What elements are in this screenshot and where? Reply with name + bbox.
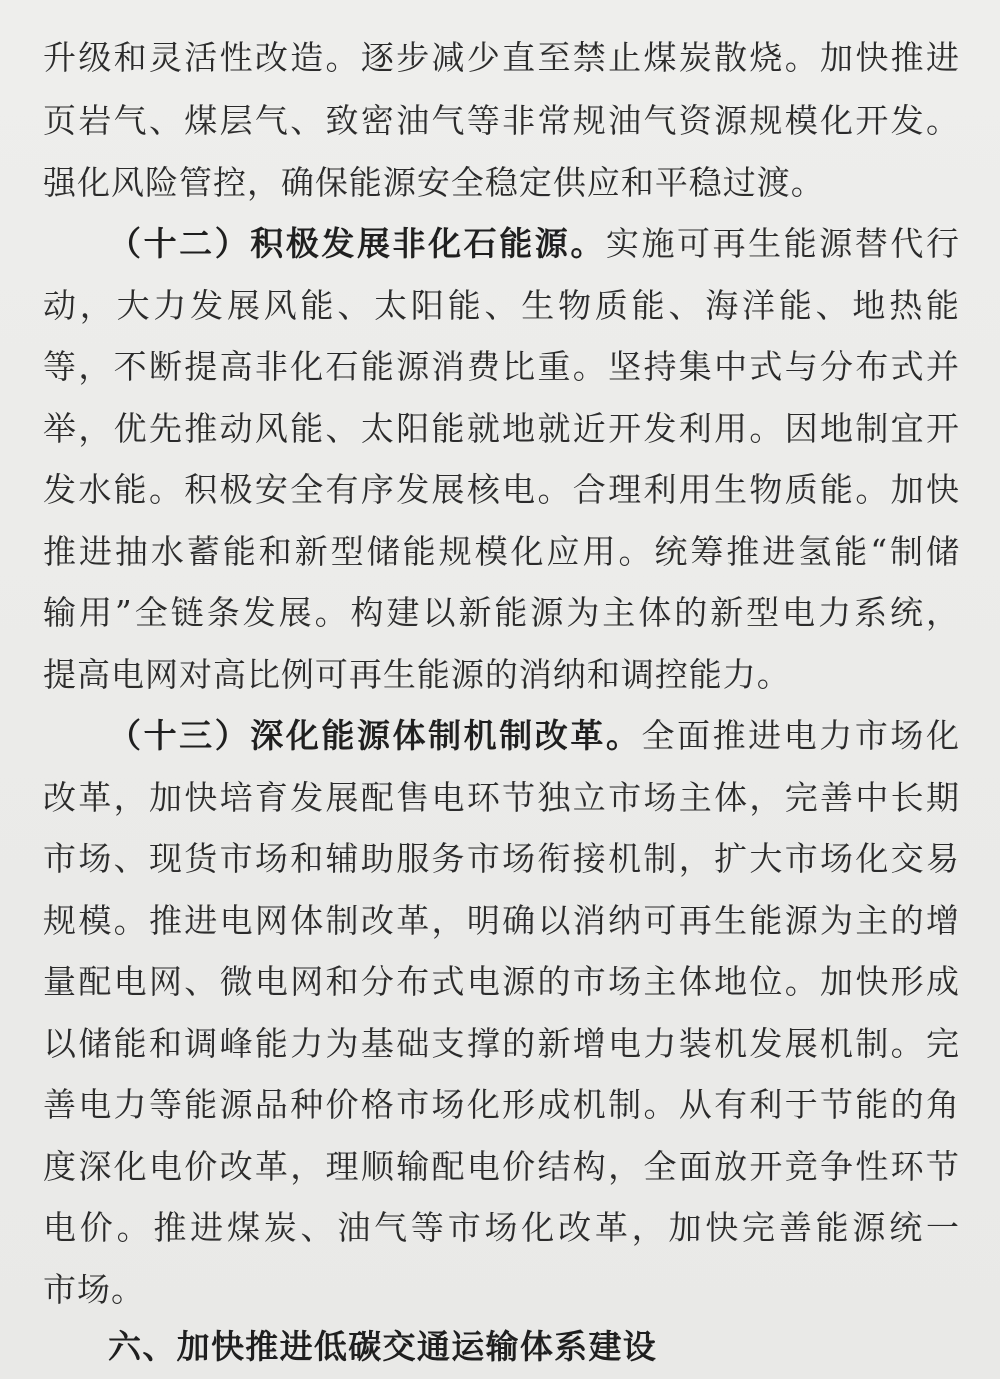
paragraph-12-heading: （十二）积极发展非化石能源。 <box>108 224 606 263</box>
paragraph-13-first-line <box>108 712 960 760</box>
paragraph-13-heading: （十三）深化能源体制机制改革。 <box>108 716 642 755</box>
paragraph-12-first-line-rest: 实施可再生能源替代行 <box>605 224 960 263</box>
text-line: 页岩气、煤层气、致密油气等非常规油气资源规模化开发。 <box>43 101 960 140</box>
text-line: 改革，加快培育发展配售电环节独立市场主体，完善中长期 <box>43 778 960 817</box>
text-line: 市场。 <box>43 1270 145 1309</box>
text-line: 等，不断提高非化石能源消费比重。坚持集中式与分布式并 <box>43 347 960 386</box>
text-line: 举，优先推动风能、太阳能就地就近开发利用。因地制宜开 <box>43 409 960 448</box>
text-line: 发水能。积极安全有序发展核电。合理利用生物质能。加快 <box>43 470 960 509</box>
text-line: 电价。推进煤炭、油气等市场化改革，加快完善能源统一 <box>43 1208 960 1247</box>
text-line: 输用”全链条发展。构建以新能源为主体的新型电力系统， <box>43 593 960 632</box>
text-line: 强化风险管控，确保能源安全稳定供应和平稳过渡。 <box>43 163 825 202</box>
text-line: 量配电网、微电网和分布式电源的市场主体地位。加快形成 <box>43 962 960 1001</box>
text-line: 度深化电价改革，理顺输配电价结构，全面放开竞争性环节 <box>43 1147 960 1186</box>
text-line: 动，大力发展风能、太阳能、生物质能、海洋能、地热能 <box>43 286 960 325</box>
text-line: 提高电网对高比例可再生能源的消纳和调控能力。 <box>43 655 791 694</box>
text-line: 规模。推进电网体制改革，明确以消纳可再生能源为主的增 <box>43 901 960 940</box>
paragraph-12-first-line <box>108 220 960 268</box>
paragraph-13-first-line-rest: 全面推进电力市场化 <box>641 716 960 755</box>
section-heading: 六、加快推进低碳交通运输体系建设 <box>108 1327 658 1366</box>
text-line: 升级和灵活性改造。逐步减少直至禁止煤炭散烧。加快推进 <box>43 38 960 77</box>
text-line: 以储能和调峰能力为基础支撑的新增电力装机发展机制。完 <box>43 1024 960 1063</box>
text-line: 善电力等能源品种价格市场化形成机制。从有利于节能的角 <box>43 1085 960 1124</box>
text-line: 市场、现货市场和辅助服务市场衔接机制，扩大市场化交易 <box>43 839 960 878</box>
text-line: 推进抽水蓄能和新型储能规模化应用。统筹推进氢能“制储 <box>43 532 960 571</box>
